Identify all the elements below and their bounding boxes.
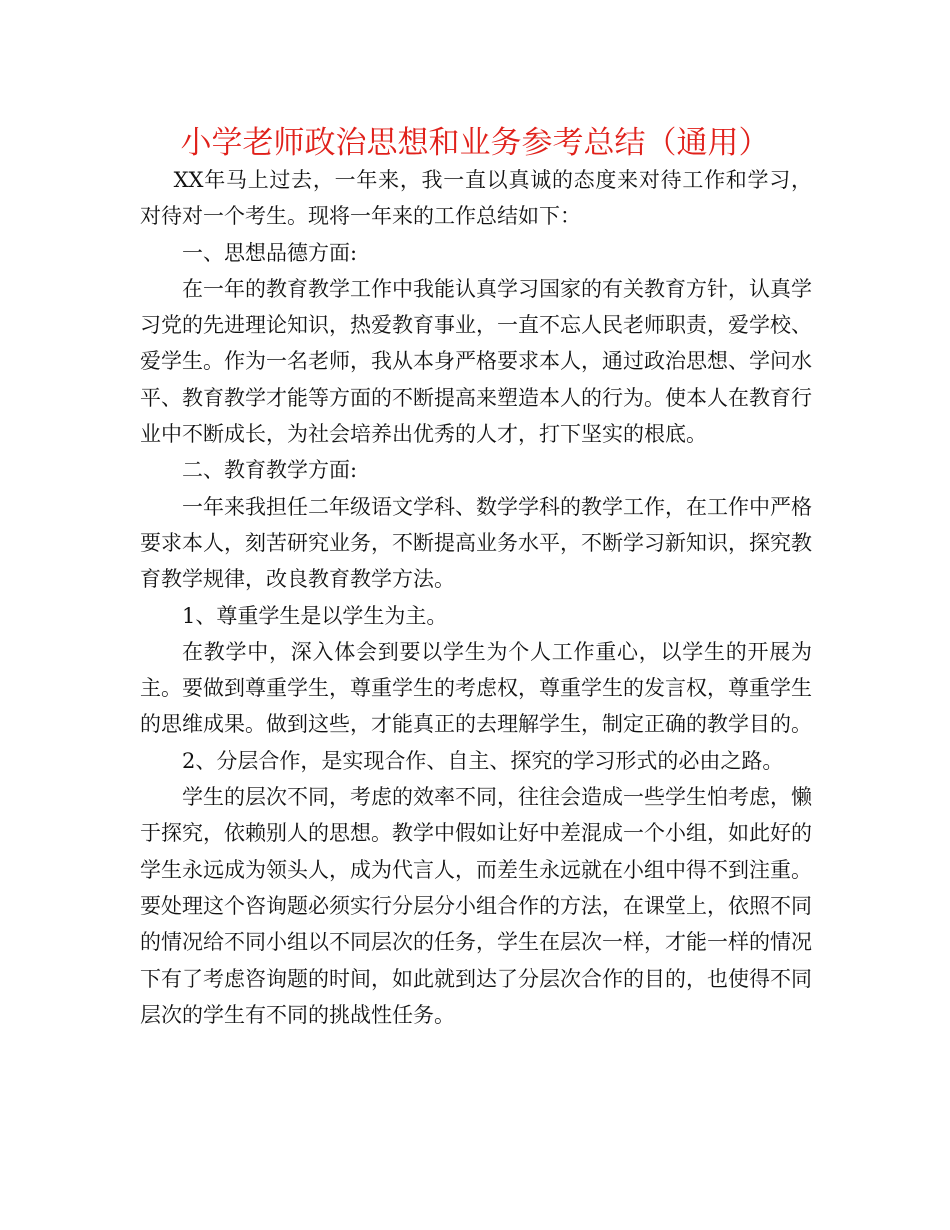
heading-point-1: 1、尊重学生是以学生为主。 (182, 603, 448, 628)
heading-section-2: 二、教育教学方面: (182, 458, 358, 483)
paragraph-section-2: 一年来我担任二年级语文学科、数学学科的教学工作，在工作中严格要求本人，刻苦研究业务，不断提高业务水平，不断学习新知识，探究教育教学规律，改良教育教学方法。 (140, 494, 812, 592)
document-body (140, 162, 812, 1033)
paragraph-intro: XX年马上过去，一年来，我一直以真诚的态度来对待工作和学习，对待对一个考生。现将一年来的工作总结如下： (140, 168, 812, 229)
paragraph-point-2: 学生的层次不同，考虑的效率不同，往往会造成一些学生怕考虑，懒于探究，依赖别人的思想。教学中假如让好中差混成一个小组，如此好的学生永远成为领头人，成为代言人，而差生永远就在小组中得不到注重。要处理这个咨询题必须实行分层分小组合作的方法，在课堂上，依照不同的情况给不同小组以不同层次的任务，学生在层次一样，才能一样的情况下有了考虑咨询题的时间，如此就到达了分层次合作的目的，也使得不同层次的学生有不同的挑战性任务。 (140, 785, 812, 1027)
paragraph-point-1: 在教学中，深入体会到要以学生为个人工作重心，以学生的开展为主。要做到尊重学生，尊重学生的考虑权，尊重学生的发言权，尊重学生的思维成果。做到这些，才能真正的去理解学生，制定正确的教学目的。 (140, 639, 812, 737)
document-title: 小学老师政治思想和业务参考总结（通用） (180, 125, 770, 161)
paragraph-section-1: 在一年的教育教学工作中我能认真学习国家的有关教育方针，认真学习党的先进理论知识，热爱教育事业，一直不忘人民老师职责，爱学校、爱学生。作为一名老师，我从本身严格要求本人，通过政治思想、学问水平、教育教学才能等方面的不断提高来塑造本人的行为。使本人在教育行业中不断成长，为社会培养出优秀的人才，打下坚实的根底。 (140, 276, 812, 447)
heading-section-1: 一、思想品德方面: (182, 240, 358, 265)
heading-point-2: 2、分层合作，是实现合作、自主、探究的学习形式的必由之路。 (182, 748, 784, 773)
